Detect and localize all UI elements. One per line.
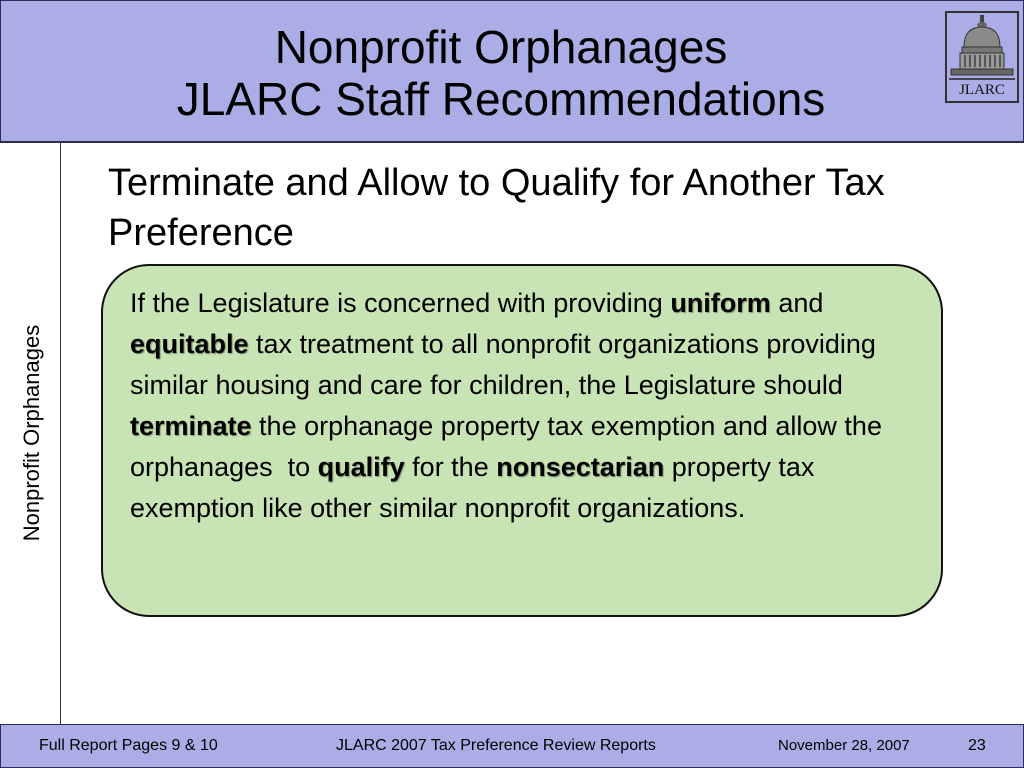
- slide-header: [0, 0, 1024, 143]
- emphasis-qualify: qualify: [317, 452, 405, 482]
- slide-footer: [0, 724, 1024, 768]
- section-subheading: Terminate and Allow to Qualify for Another Tax Preference: [108, 162, 885, 254]
- slide-title: [61, 21, 941, 125]
- text-segment: property tax exemption like other similar nonprofit organizations.: [130, 452, 815, 523]
- capitol-dome-icon: [947, 13, 1017, 101]
- svg-text:JLARC: JLARC: [959, 82, 1005, 98]
- title-line-1: Nonprofit Orphanages: [274, 21, 728, 73]
- text-segment: the orphanage property tax exemption and allow the orphanages to: [130, 411, 890, 482]
- sidebar-divider: [60, 142, 61, 724]
- footer-report-title: JLARC 2007 Tax Preference Review Reports: [336, 737, 656, 754]
- footer-date: November 28, 2007: [778, 737, 910, 754]
- sidebar-label: Nonprofit Orphanages: [19, 324, 44, 542]
- emphasis-terminate: terminate: [130, 411, 252, 441]
- text-segment: for the: [404, 452, 497, 482]
- emphasis-uniform: uniform: [670, 288, 771, 318]
- recommendation-text: [130, 283, 930, 529]
- emphasis-equitable: equitable: [130, 329, 249, 359]
- footer-report-pages: Full Report Pages 9 & 10: [39, 737, 218, 754]
- text-segment: tax treatment to all nonprofit organizations providing similar housing and care for children, the Legislature should: [130, 329, 876, 400]
- emphasis-nonsectarian: nonsectarian: [496, 452, 665, 482]
- footer-page-number: 23: [968, 737, 986, 754]
- text-segment: and: [770, 288, 824, 318]
- jlarc-logo: [945, 11, 1019, 103]
- text-segment: If the Legislature is concerned with providing: [130, 288, 671, 318]
- title-line-2: JLARC Staff Recommendations: [176, 73, 826, 125]
